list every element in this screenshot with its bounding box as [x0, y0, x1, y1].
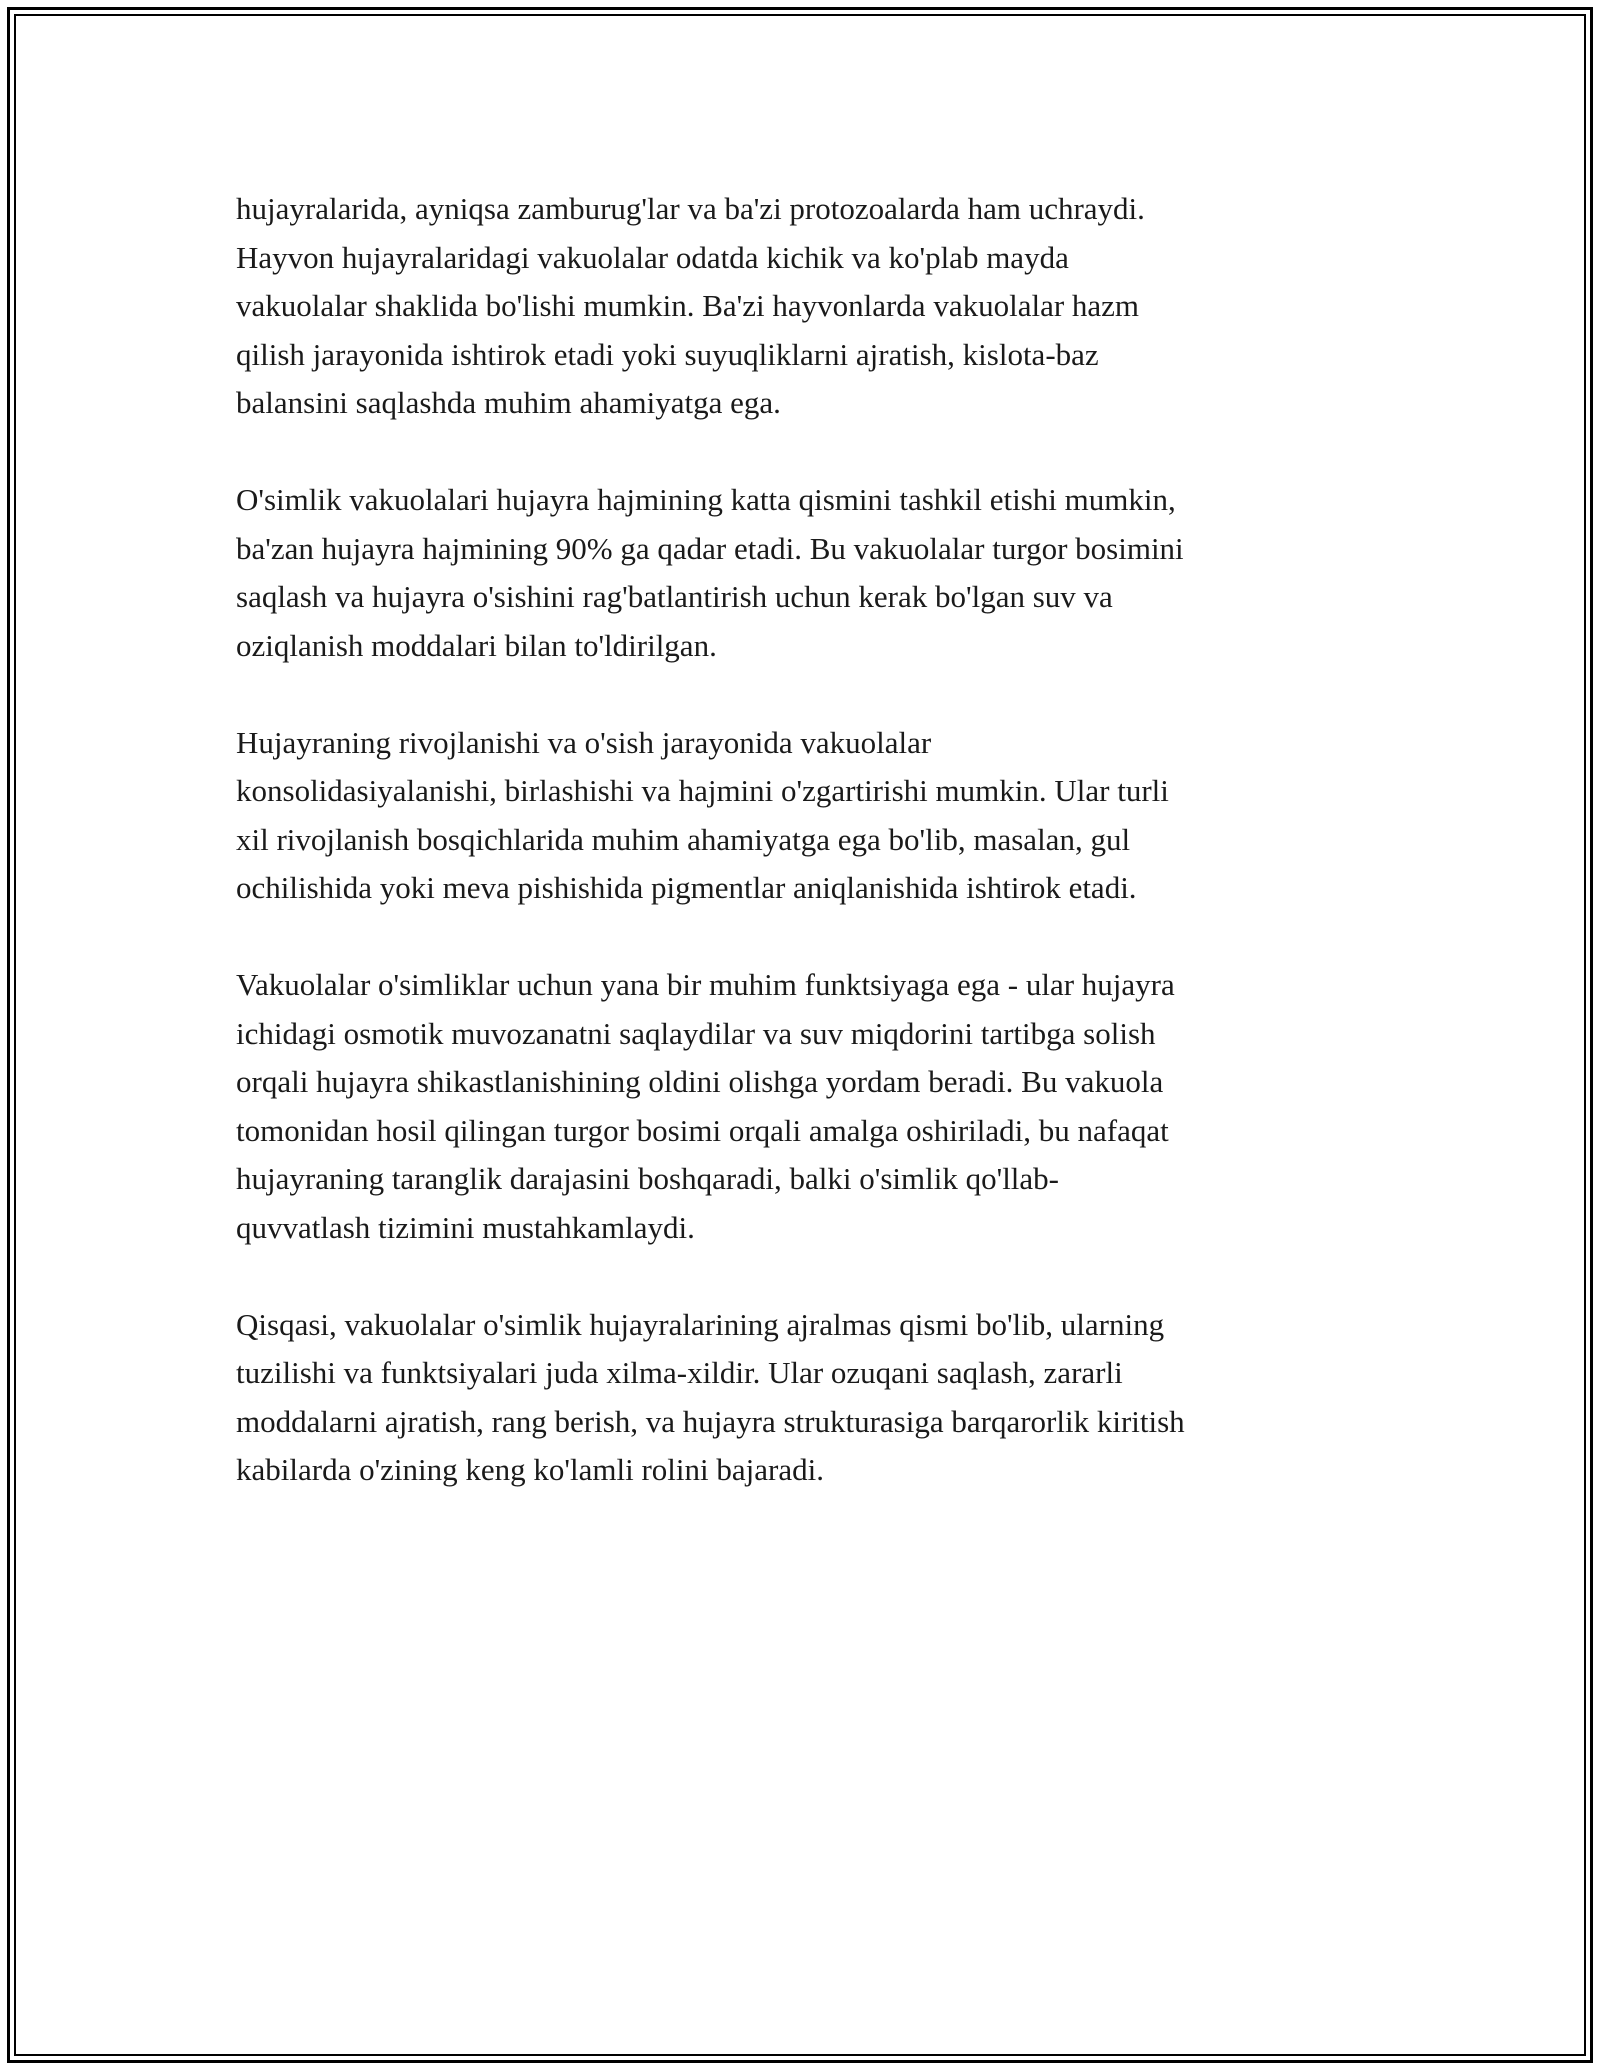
- text-line: oziqlanish moddalari bilan to'ldirilgan.: [236, 627, 717, 663]
- text-line: ochilishida yoki meva pishishida pigmentlar aniqlanishida ishtirok etadi.: [236, 870, 1137, 905]
- text-line: saqlash va hujayra o'sishini rag'batlantirish uchun kerak bo'lgan suv va: [236, 579, 1113, 614]
- text-line: quvvatlash tizimini mustahkamlaydi.: [236, 1209, 695, 1245]
- text-line: moddalarni ajratish, rang berish, va hujayra strukturasiga barqarorlik kiritish: [236, 1403, 1185, 1439]
- text-line: ba'zan hujayra hajmining 90% ga qadar etadi. Bu vakuolalar turgor bosimini: [236, 530, 1184, 566]
- text-line: O'simlik vakuolalari hujayra hajmining katta qismini tashkil etishi mumkin,: [236, 482, 1176, 517]
- text-line: balansini saqlashda muhim ahamiyatga ega.: [236, 385, 781, 420]
- text-line: orqali hujayra shikastlanishining oldini olishga yordam beradi. Bu vakuola: [236, 1064, 1164, 1099]
- text-line: Qisqasi, vakuolalar o'simlik hujayralarining ajralmas qismi bo'lib, ularning: [236, 1306, 1165, 1342]
- text-line: kabilarda o'zining keng ko'lamli rolini bajaradi.: [236, 1452, 824, 1487]
- text-line: ichidagi osmotik muvozanatni saqlaydilar va suv miqdorini tartibga solish: [236, 1015, 1156, 1051]
- text-line: tomonidan hosil qilingan turgor bosimi orqali amalga oshiriladi, bu nafaqat: [236, 1112, 1169, 1148]
- paragraph: [236, 719, 1386, 913]
- paragraph: [236, 961, 1386, 1252]
- text-line: hujayralarida, ayniqsa zamburug'lar va ba'zi protozoalarda ham uchraydi.: [236, 191, 1145, 226]
- text-line: qilish jarayonida ishtirok etadi yoki suyuqliklarni ajratish, kislota-baz: [236, 336, 1099, 372]
- paragraph: [236, 185, 1386, 428]
- text-line: Hayvon hujayralaridagi vakuolalar odatda kichik va ko'plab mayda: [236, 239, 1069, 275]
- text-line: Hujayraning rivojlanishi va o'sish jarayonida vakuolalar: [236, 724, 932, 760]
- text-line: konsolidasiyalanishi, birlashishi va hajmini o'zgartirishi mumkin. Ular turli: [236, 773, 1169, 808]
- text-line: hujayraning taranglik darajasini boshqaradi, balki o'simlik qo'llab-: [236, 1161, 1059, 1196]
- text-line: Vakuolalar o'simliklar uchun yana bir muhim funktsiyaga ega - ular hujayra: [236, 967, 1175, 1002]
- text-line: tuzilishi va funktsiyalari juda xilma-xildir. Ular ozuqani saqlash, zararli: [236, 1355, 1123, 1390]
- paragraph: [236, 1301, 1386, 1495]
- document-body: [236, 185, 1386, 1543]
- text-line: xil rivojlanish bosqichlarida muhim ahamiyatga ega bo'lib, masalan, gul: [236, 821, 1131, 857]
- text-line: vakuolalar shaklida bo'lishi mumkin. Ba'zi hayvonlarda vakuolalar hazm: [236, 288, 1140, 323]
- paragraph: [236, 476, 1386, 670]
